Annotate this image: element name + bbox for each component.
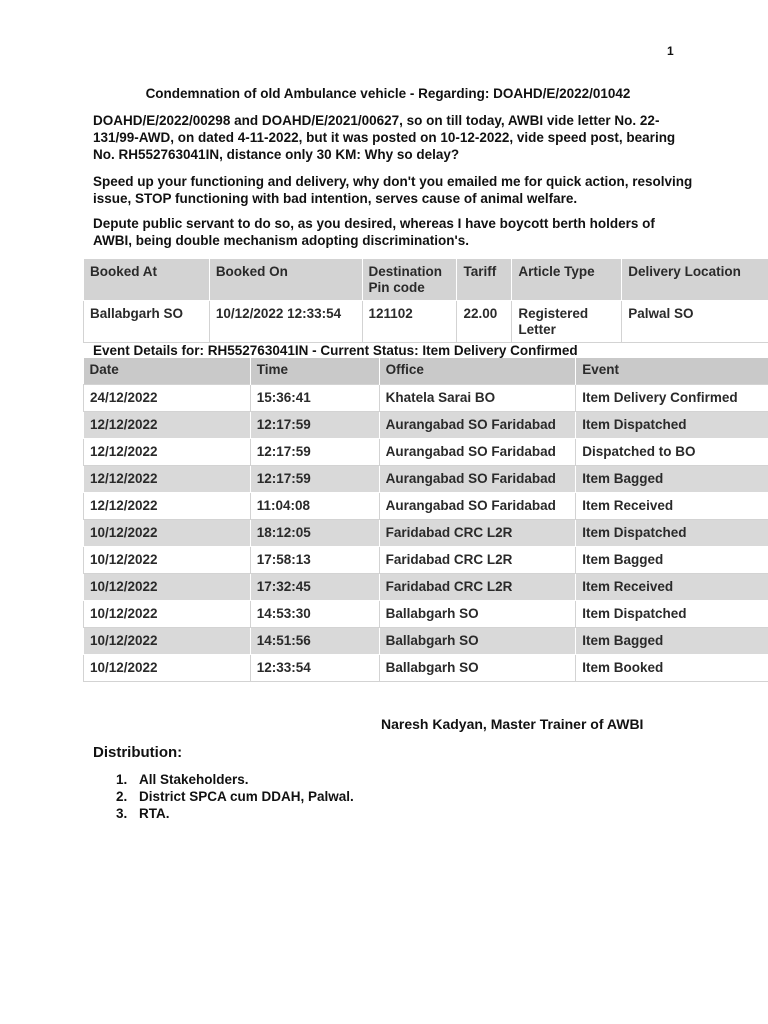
event-time: 17:32:45 xyxy=(250,574,379,601)
table-row xyxy=(84,601,768,628)
event-office: Ballabgarh SO xyxy=(379,601,576,628)
document-title: Condemnation of old Ambulance vehicle - Regarding: DOAHD/E/2022/01042 xyxy=(145,86,631,101)
event-date: 10/12/2022 xyxy=(84,628,251,655)
event-status: Item Bagged xyxy=(576,628,768,655)
cell-booked-on: 10/12/2022 12:33:54 xyxy=(209,301,362,343)
event-date: 10/12/2022 xyxy=(84,520,251,547)
cell-article-type: Registered Letter xyxy=(512,301,622,343)
list-item xyxy=(93,788,354,805)
event-time: 12:17:59 xyxy=(250,466,379,493)
table-row xyxy=(84,655,768,682)
list-text: All Stakeholders. xyxy=(139,772,249,787)
event-status: Item Dispatched xyxy=(576,520,768,547)
distribution-heading: Distribution: xyxy=(93,744,183,761)
event-date: 10/12/2022 xyxy=(84,547,251,574)
event-status: Dispatched to BO xyxy=(576,439,768,466)
signature: Naresh Kadyan, Master Trainer of AWBI xyxy=(381,716,644,732)
paragraph-depute: Depute public servant to do so, as you desired, whereas I have boycott berth holders of AWBI, being double mechanism adopting discrimination's. xyxy=(93,216,655,248)
event-office: Ballabgarh SO xyxy=(379,655,576,682)
header-booked-on: Booked On xyxy=(209,259,362,301)
list-item xyxy=(93,771,354,788)
event-date: 12/12/2022 xyxy=(84,493,251,520)
event-time: 18:12:05 xyxy=(250,520,379,547)
table-row xyxy=(84,412,768,439)
cell-destination-pin: 121102 xyxy=(362,301,457,343)
list-text: District SPCA cum DDAH, Palwal. xyxy=(139,789,354,804)
header-delivery-location: Delivery Location xyxy=(622,259,768,301)
table-row xyxy=(84,628,768,655)
table-row xyxy=(84,520,768,547)
events-body xyxy=(84,385,768,682)
event-office: Khatela Sarai BO xyxy=(379,385,576,412)
list-text: RTA. xyxy=(139,806,170,821)
event-date: 10/12/2022 xyxy=(84,574,251,601)
event-office: Faridabad CRC L2R xyxy=(379,547,576,574)
header-article-type: Article Type xyxy=(512,259,622,301)
event-status: Item Delivery Confirmed xyxy=(576,385,768,412)
event-status: Item Bagged xyxy=(576,547,768,574)
table-row xyxy=(84,574,768,601)
list-number: 3. xyxy=(116,806,128,821)
cell-tariff: 22.00 xyxy=(457,301,512,343)
event-office: Ballabgarh SO xyxy=(379,628,576,655)
cell-delivery-location: Palwal SO xyxy=(622,301,768,343)
event-status: Item Received xyxy=(576,493,768,520)
event-office: Aurangabad SO Faridabad xyxy=(379,439,576,466)
table-row xyxy=(84,439,768,466)
page-number: 1 xyxy=(667,44,674,58)
header-destination-pin: Destination Pin code xyxy=(362,259,457,301)
event-time: 12:17:59 xyxy=(250,412,379,439)
header-booked-at: Booked At xyxy=(84,259,210,301)
event-time: 14:53:30 xyxy=(250,601,379,628)
event-date: 12/12/2022 xyxy=(84,466,251,493)
table-row xyxy=(84,493,768,520)
event-office: Aurangabad SO Faridabad xyxy=(379,493,576,520)
header-tariff: Tariff xyxy=(457,259,512,301)
event-office: Aurangabad SO Faridabad xyxy=(379,412,576,439)
table-row xyxy=(84,385,768,412)
event-office: Faridabad CRC L2R xyxy=(379,574,576,601)
list-item xyxy=(93,805,354,822)
header-time: Time xyxy=(250,358,379,385)
table-row xyxy=(84,547,768,574)
event-status: Item Dispatched xyxy=(576,412,768,439)
event-office: Aurangabad SO Faridabad xyxy=(379,466,576,493)
list-number: 1. xyxy=(116,772,128,787)
paragraph-reference: DOAHD/E/2022/00298 and DOAHD/E/2021/00627, so on till today, AWBI vide letter No. 22-131/99-AWD, on dated 4-11-2022, but it was posted on 10-12-2022, vide speed post, bearing No. RH552763041IN, distance only 30 KM: Why so delay? xyxy=(93,113,676,162)
event-status: Item Received xyxy=(576,574,768,601)
header-office: Office xyxy=(379,358,576,385)
event-date: 10/12/2022 xyxy=(84,601,251,628)
booking-table xyxy=(83,258,768,343)
event-status: Item Bagged xyxy=(576,466,768,493)
event-time: 12:17:59 xyxy=(250,439,379,466)
header-date: Date xyxy=(84,358,251,385)
event-time: 11:04:08 xyxy=(250,493,379,520)
booking-data-row xyxy=(84,301,768,343)
event-time: 14:51:56 xyxy=(250,628,379,655)
distribution-list xyxy=(93,771,354,822)
event-office: Faridabad CRC L2R xyxy=(379,520,576,547)
event-status: Item Booked xyxy=(576,655,768,682)
event-date: 24/12/2022 xyxy=(84,385,251,412)
event-time: 12:33:54 xyxy=(250,655,379,682)
booking-header-row xyxy=(84,259,768,301)
header-event: Event xyxy=(576,358,768,385)
event-time: 17:58:13 xyxy=(250,547,379,574)
list-number: 2. xyxy=(116,789,128,804)
cell-booked-at: Ballabgarh SO xyxy=(84,301,210,343)
event-details-caption: Event Details for: RH552763041IN - Current Status: Item Delivery Confirmed xyxy=(93,343,578,358)
event-date: 12/12/2022 xyxy=(84,439,251,466)
events-table xyxy=(83,358,768,682)
event-date: 12/12/2022 xyxy=(84,412,251,439)
events-header-row xyxy=(84,358,768,385)
paragraph-request: Speed up your functioning and delivery, why don't you emailed me for quick action, resolving issue, STOP functioning with bad intention, serves cause of animal welfare. xyxy=(93,174,693,206)
event-time: 15:36:41 xyxy=(250,385,379,412)
event-status: Item Dispatched xyxy=(576,601,768,628)
event-date: 10/12/2022 xyxy=(84,655,251,682)
table-row xyxy=(84,466,768,493)
